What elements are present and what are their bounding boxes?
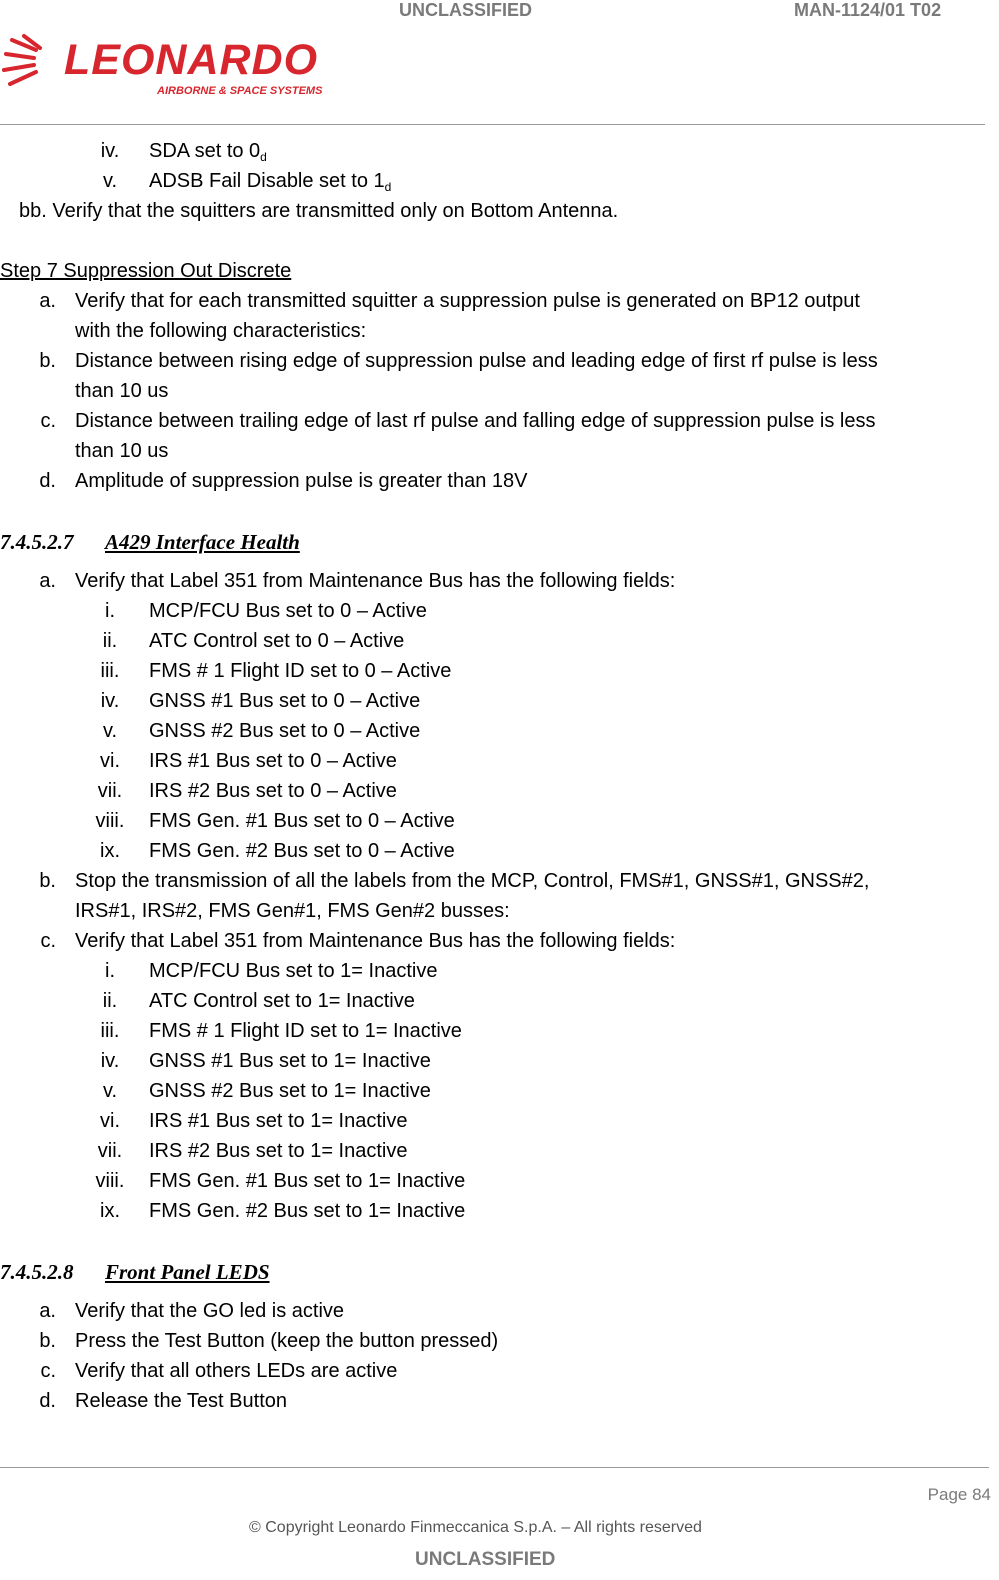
- leonardo-logo: [0, 30, 330, 100]
- list-item-text: FMS Gen. #1 Bus set to 0 – Active: [149, 810, 455, 832]
- list-marker: vi.: [100, 1110, 120, 1132]
- list-item-text: Amplitude of suppression pulse is greater than 18V: [75, 470, 528, 492]
- list-item-text: ADSB Fail Disable set to $1_d$: [149, 170, 392, 194]
- list-marker: viii.: [95, 810, 125, 832]
- list-marker: a.: [39, 570, 56, 592]
- list-item-text: Verify that Label 351 from Maintenance Bus has the following fields:: [75, 930, 676, 952]
- list-marker: a.: [39, 290, 56, 312]
- list-item-text: Distance between rising edge of suppression pulse and leading edge of first rf pulse is less: [75, 350, 878, 372]
- list-item-text: than 10 us: [75, 440, 169, 462]
- list-marker: iv.: [100, 1050, 120, 1072]
- list-marker: d.: [39, 470, 56, 492]
- list-marker: v.: [102, 1080, 118, 1102]
- list-item-text: with the following characteristics:: [75, 320, 367, 342]
- bb-paragraph: bb. Verify that the squitters are transmitted only on Bottom Antenna.: [19, 200, 619, 222]
- header-rule: [0, 124, 985, 125]
- list-marker: iii.: [100, 1020, 120, 1042]
- section-title: Front Panel LEDS: [105, 1260, 270, 1284]
- list-marker: c.: [40, 930, 56, 952]
- list-marker: b.: [39, 350, 56, 372]
- list-marker: b.: [39, 1330, 56, 1352]
- list-marker: iv.: [100, 140, 120, 162]
- list-item-text: Verify that the GO led is active: [75, 1300, 345, 1322]
- list-item-text: GNSS #2 Bus set to 0 – Active: [149, 720, 421, 742]
- list-marker: vi.: [100, 750, 120, 772]
- list-marker: c.: [40, 1360, 56, 1382]
- list-marker: v.: [102, 170, 118, 192]
- list-item-text: ATC Control set to 0 – Active: [149, 630, 405, 652]
- list-item-text: IRS #1 Bus set to 0 – Active: [149, 750, 397, 772]
- list-item-text: Verify that all others LEDs are active: [75, 1360, 398, 1382]
- list-item-text: IRS#1, IRS#2, FMS Gen#1, FMS Gen#2 busses:: [75, 900, 510, 922]
- list-item-text: FMS Gen. #1 Bus set to 1= Inactive: [149, 1170, 466, 1192]
- list-item-text: GNSS #1 Bus set to 0 – Active: [149, 690, 421, 712]
- list-item-text: IRS #1 Bus set to 1= Inactive: [149, 1110, 408, 1132]
- list-marker: ix.: [100, 1200, 120, 1222]
- list-marker: ii.: [102, 990, 118, 1012]
- footer-classification: UNCLASSIFIED: [415, 1549, 556, 1570]
- list-item-text: GNSS #2 Bus set to 1= Inactive: [149, 1080, 431, 1102]
- list-item-text: MCP/FCU Bus set to 0 – Active: [149, 600, 427, 622]
- logo-mark-icon: [0, 32, 60, 92]
- list-marker: viii.: [95, 1170, 125, 1192]
- step7-title: Step 7 Suppression Out Discrete: [0, 260, 292, 282]
- list-marker: i.: [105, 600, 115, 622]
- list-marker: vii.: [97, 1140, 123, 1162]
- section-number: 7.4.5.2.8: [0, 1260, 74, 1284]
- list-item-text: Press the Test Button (keep the button pressed): [75, 1330, 499, 1352]
- list-item-text: ATC Control set to 1= Inactive: [149, 990, 415, 1012]
- list-item-text: Distance between trailing edge of last rf pulse and falling edge of suppression pulse is less: [75, 410, 876, 432]
- list-item-text: GNSS #1 Bus set to 1= Inactive: [149, 1050, 431, 1072]
- list-marker: b.: [39, 870, 56, 892]
- list-item-text: FMS Gen. #2 Bus set to 0 – Active: [149, 840, 455, 862]
- page-number: Page 84: [927, 1485, 991, 1504]
- list-marker: c.: [40, 410, 56, 432]
- list-marker: ix.: [100, 840, 120, 862]
- list-marker: d.: [39, 1390, 56, 1412]
- logo-tagline: AIRBORNE & SPACE SYSTEMS: [157, 85, 323, 97]
- list-marker: iv.: [100, 690, 120, 712]
- footer-rule: [0, 1467, 989, 1468]
- list-marker: i.: [105, 960, 115, 982]
- list-marker: ii.: [102, 630, 118, 652]
- list-item-text: MCP/FCU Bus set to 1= Inactive: [149, 960, 438, 982]
- list-marker: v.: [102, 720, 118, 742]
- copyright: © Copyright Leonardo Finmeccanica S.p.A. – All rights reserved: [249, 1519, 702, 1536]
- list-item-text: IRS #2 Bus set to 0 – Active: [149, 780, 397, 802]
- header-classification: UNCLASSIFIED: [399, 0, 533, 20]
- list-item-text: FMS Gen. #2 Bus set to 1= Inactive: [149, 1200, 466, 1222]
- list-marker: vii.: [97, 780, 123, 802]
- list-item-text: Stop the transmission of all the labels from the MCP, Control, FMS#1, GNSS#1, GNSS#2,: [75, 870, 870, 892]
- list-marker: a.: [39, 1300, 56, 1322]
- list-item-text: SDA set to $0_d$: [149, 140, 267, 164]
- section-number: 7.4.5.2.7: [0, 530, 74, 554]
- logo-wordmark: LEONARDO: [64, 36, 319, 84]
- list-item-text: Verify that Label 351 from Maintenance Bus has the following fields:: [75, 570, 676, 592]
- list-item-text: Release the Test Button: [75, 1390, 287, 1412]
- list-item-text: IRS #2 Bus set to 1= Inactive: [149, 1140, 408, 1162]
- section-title: A429 Interface Health: [105, 530, 300, 554]
- list-marker: iii.: [100, 660, 120, 682]
- list-item-text: than 10 us: [75, 380, 169, 402]
- list-item-text: Verify that for each transmitted squitter a suppression pulse is generated on BP12 output: [75, 290, 860, 312]
- list-item-text: FMS # 1 Flight ID set to 1= Inactive: [149, 1020, 462, 1042]
- header-doc-code: MAN-1124/01 T02: [794, 0, 942, 20]
- list-item-text: FMS # 1 Flight ID set to 0 – Active: [149, 660, 452, 682]
